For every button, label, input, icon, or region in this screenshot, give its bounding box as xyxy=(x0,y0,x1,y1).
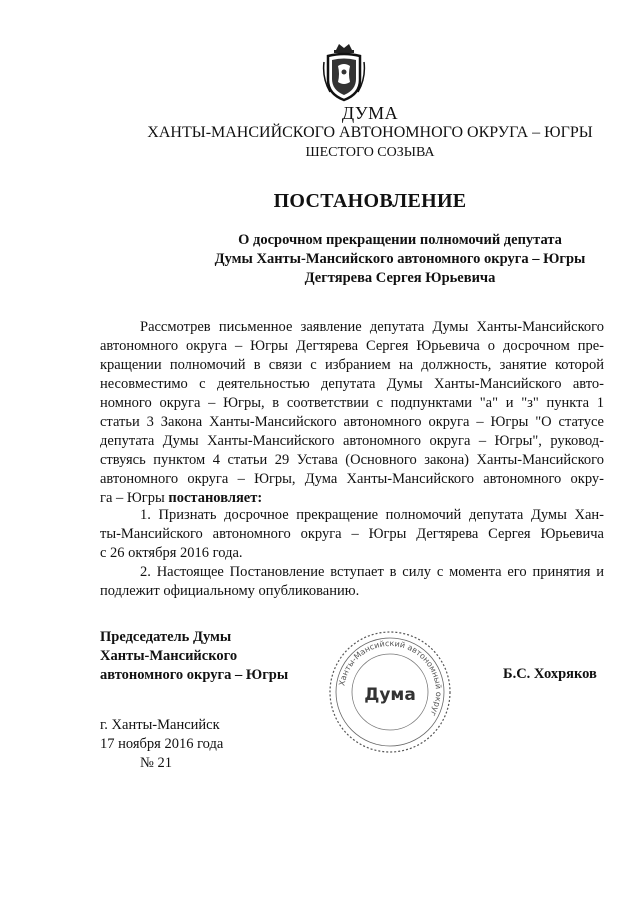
preamble-line: автономного округа – Югры, Дума Ханты-Мансийского автономного окру- xyxy=(100,471,604,487)
org-region: ХАНТЫ-МАНСИЙСКОГО АВТОНОМНОГО ОКРУГА – ЮГРЫ xyxy=(147,124,593,141)
document-subject xyxy=(100,231,640,288)
preamble-line: депутата Думы Ханты-Мансийского автономного округа – Югры", руковод- xyxy=(100,433,604,449)
document-type-title: ПОСТАНОВЛЕНИЕ xyxy=(273,190,467,212)
signatory-name: Б.С. Хохряков xyxy=(503,666,597,682)
preamble-line: кращении полномочий в связи с избранием на должность, занятие которой xyxy=(100,357,604,373)
preamble-paragraph xyxy=(100,318,604,508)
item-1-line: с 26 октября 2016 года. xyxy=(100,545,243,561)
preamble-line: ствуясь пунктом 4 статьи 29 Устава (Основного закона) Ханты-Мансийского xyxy=(100,452,604,468)
document-number: № 21 xyxy=(140,755,172,771)
resolves-word: постановляет: xyxy=(168,490,263,506)
signatory-title-line: Председатель Думы xyxy=(100,629,232,645)
preamble-last-prefix: га – Югры xyxy=(100,490,169,506)
subject-line: О досрочном прекращении полномочий депутата xyxy=(238,232,562,248)
item-1-line: 1. Признать досрочное прекращение полномочий депутата Думы Хан- xyxy=(140,507,604,523)
item-2-line: подлежит официальному опубликованию. xyxy=(100,583,360,599)
preamble-line: Рассмотрев письменное заявление депутата Думы Ханты-Мансийского xyxy=(140,319,604,335)
stamp-center-text: Дума xyxy=(364,685,416,705)
preamble-line: несовместимо с деятельностью депутата Думы Ханты-Мансийского авто- xyxy=(100,376,604,392)
signatory-title-line: автономного округа – Югры xyxy=(100,667,289,683)
signatory-title xyxy=(100,628,288,685)
preamble-line: автономного округа – Югры Дегтярева Сергея Юрьевича о досрочном пре- xyxy=(100,338,604,354)
item-2-line: 2. Настоящее Постановление вступает в силу с момента его принятия и xyxy=(140,564,604,580)
date: 17 ноября 2016 года xyxy=(100,736,224,752)
signatory-title-line: Ханты-Мансийского xyxy=(100,648,238,664)
subject-line: Думы Ханты-Мансийского автономного округа – Югры xyxy=(214,251,586,267)
official-stamp-seal xyxy=(326,628,454,756)
place-date-number xyxy=(100,716,223,773)
coat-of-arms-emblem-icon xyxy=(322,42,366,104)
convocation: ШЕСТОГО СОЗЫВА xyxy=(305,145,435,160)
org-name: ДУМА xyxy=(341,103,399,123)
preamble-line: номного округа – Югры, в соответствии с подпунктами "а" и "з" пункта 1 xyxy=(100,395,604,411)
item-1-line: ты-Мансийского автономного округа – Югры Дегтярева Сергея Юрьевича xyxy=(100,526,604,542)
preamble-line: статьи 3 Закона Ханты-Мансийского автономного округа – Югры "О статусе xyxy=(100,414,604,430)
subject-line: Дегтярева Сергея Юрьевича xyxy=(304,270,496,286)
stamp-ring-text: Ханты-Мансийский автономный округ xyxy=(337,638,444,718)
resolution-items xyxy=(100,506,604,601)
city: г. Ханты-Мансийск xyxy=(100,717,220,733)
